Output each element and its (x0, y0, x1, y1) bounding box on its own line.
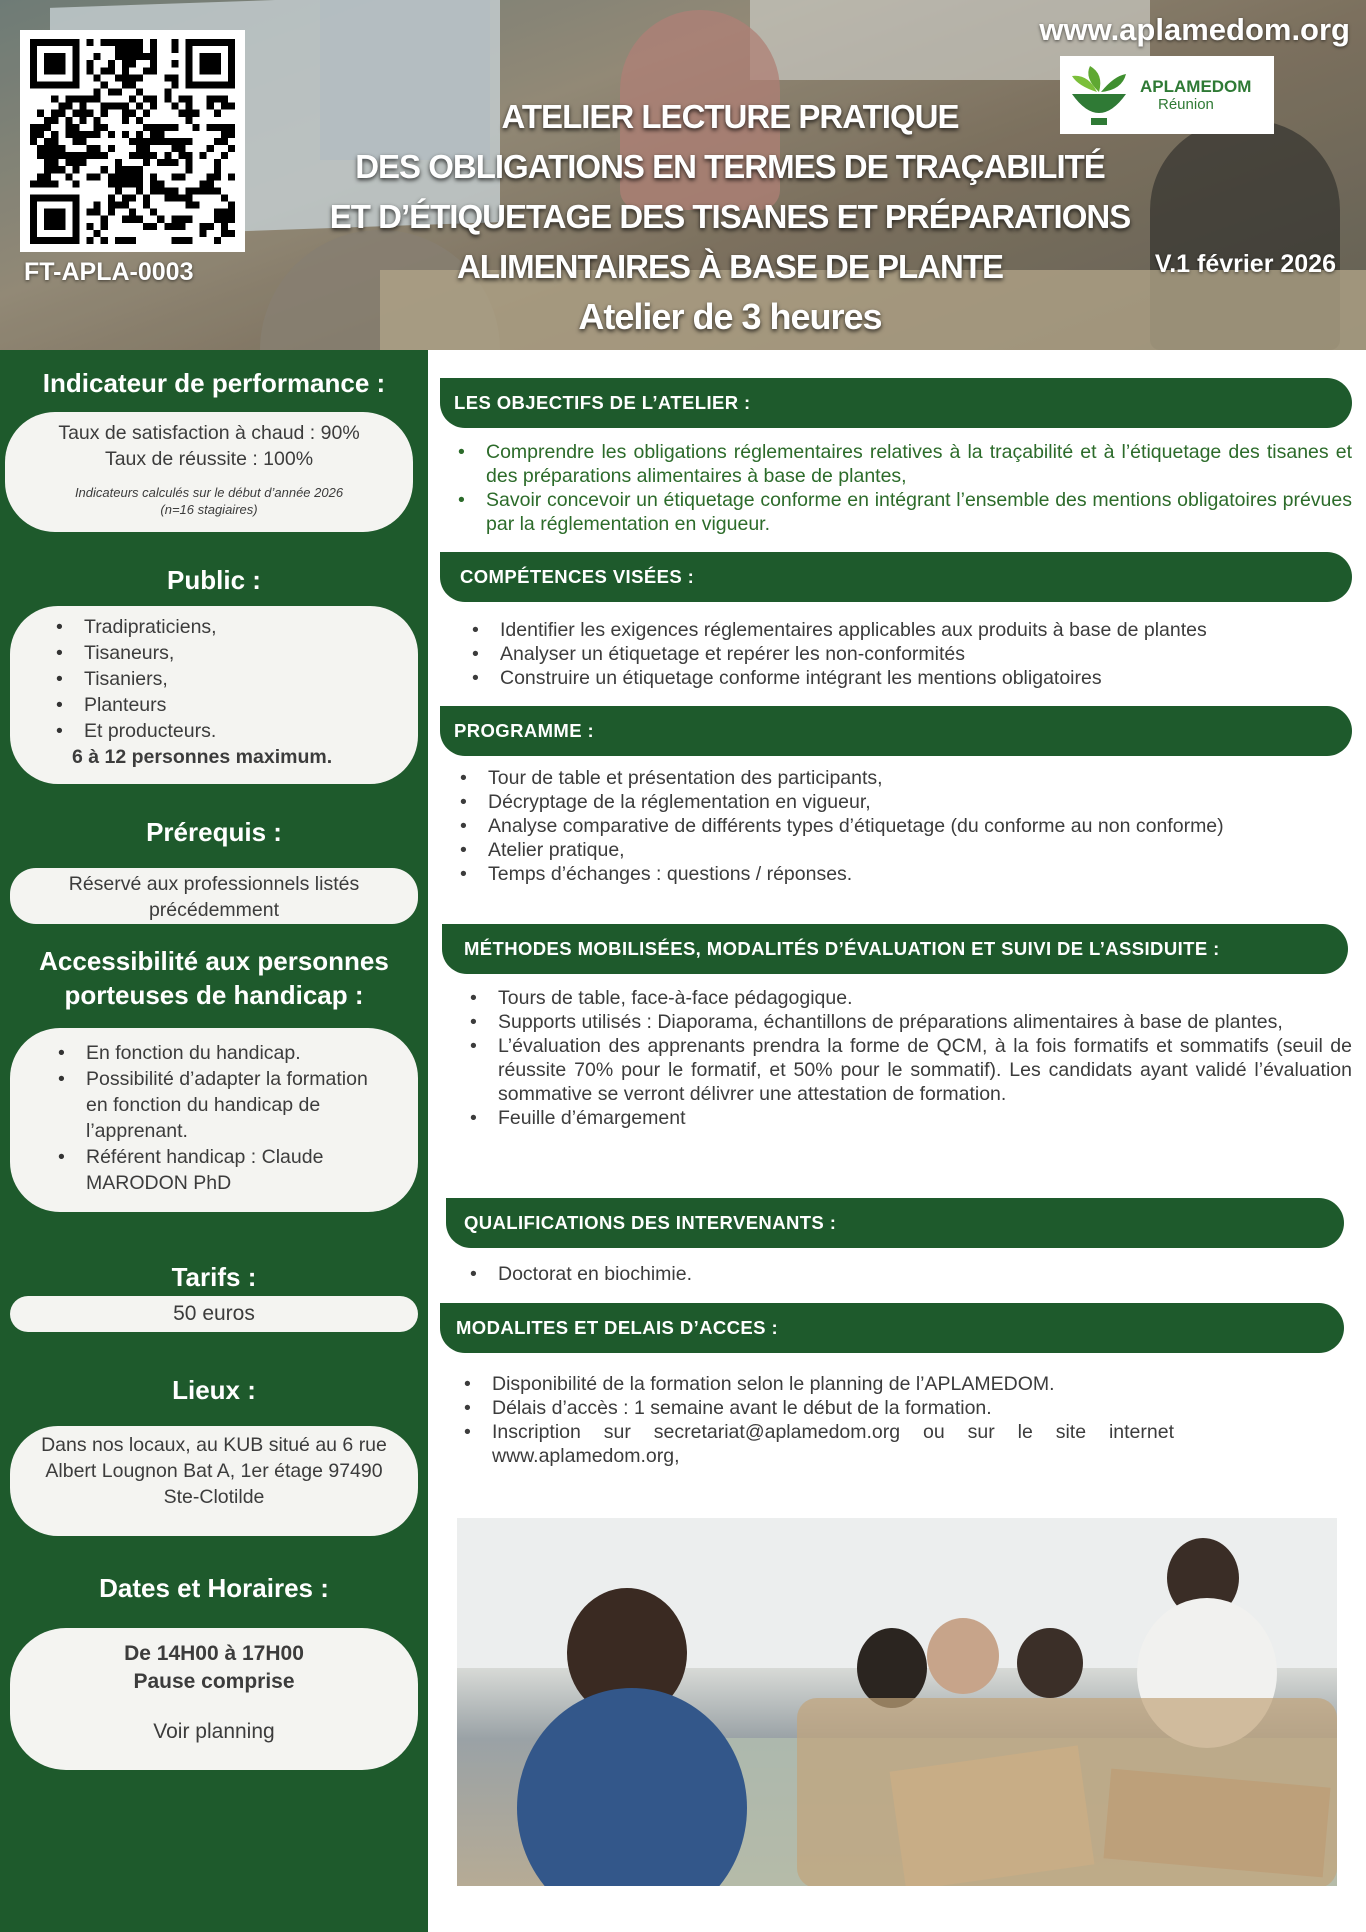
program-heading: PROGRAMME : (440, 706, 1352, 756)
qr-code-icon (30, 39, 235, 244)
skills-list (462, 618, 1352, 690)
list-item: • Feuille d’émargement (460, 1106, 1352, 1130)
schedule-link[interactable]: Voir planning (153, 1720, 275, 1743)
list-item: • Délais d’accès : 1 semaine avant le début de la formation. (454, 1396, 1174, 1420)
success-rate: Taux de réussite : 100% (104, 448, 314, 470)
list-item: • Tradipraticiens, (84, 614, 418, 640)
list-item: • Décryptage de la réglementation en vigueur, (450, 790, 1348, 814)
list-item: • Planteurs (84, 692, 418, 718)
workshop-title (250, 92, 1210, 342)
max-participants: 6 à 12 personnes maximum. (72, 746, 333, 768)
location-card (10, 1426, 418, 1536)
list-item: • Identifier les exigences réglementaires applicables aux produits à base de plantes (462, 618, 1352, 642)
location-heading: Lieux : (172, 1375, 256, 1405)
methods-list (460, 986, 1352, 1130)
public-heading: Public : (167, 565, 261, 595)
workshop-duration: Atelier de 3 heures (578, 296, 882, 337)
list-item: • Tour de table et présentation des participants, (450, 766, 1348, 790)
objectives-list (448, 440, 1352, 536)
location-address: Dans nos locaux, au KUB situé au 6 rue Albert Lougnon Bat A, 1er étage 97490 Ste-Clotilde (41, 1434, 387, 1508)
list-item: • Savoir concevoir un étiquetage conforme en intégrant l’ensemble des mentions obligatoires prévues par la réglementation en vigueur. (448, 488, 1352, 536)
public-list (10, 606, 418, 744)
price-value: 50 euros (173, 1302, 255, 1325)
accessibility-list (10, 1028, 418, 1196)
prerequisites-card (10, 868, 418, 924)
accessibility-card (10, 1028, 418, 1212)
document-code: FT-APLA-0003 (24, 258, 194, 286)
schedule-card (10, 1628, 418, 1770)
list-item: • Inscription sur secretariat@aplamedom.org ou sur le site internet www.aplamedom.org, (454, 1420, 1174, 1468)
title-line: ALIMENTAIRES À BASE DE PLANTE (456, 248, 1004, 285)
list-item: • Disponibilité de la formation selon le planning de l’APLAMEDOM. (454, 1372, 1174, 1396)
schedule-hours: De 14H00 à 17H00 (124, 1642, 304, 1665)
title-line: ET D’ÉTIQUETAGE DES TISANES ET PRÉPARATIONS (329, 198, 1131, 235)
website-link[interactable]: www.aplamedom.org (1039, 12, 1350, 47)
title-line: DES OBLIGATIONS EN TERMES DE TRAÇABILITÉ (355, 148, 1105, 185)
accessibility-heading-line: porteuses de handicap : (64, 980, 364, 1010)
document-version: V.1 février 2026 (1154, 250, 1336, 278)
list-item: • Tours de table, face-à-face pédagogique. (460, 986, 1352, 1010)
prerequisites-text: Réservé aux professionnels listés précédemment (68, 873, 360, 921)
qualifications-heading: QUALIFICATIONS DES INTERVENANTS : (446, 1198, 1344, 1248)
prerequisites-heading: Prérequis : (146, 817, 282, 847)
schedule-heading: Dates et Horaires : (99, 1573, 329, 1603)
list-item: • Temps d’échanges : questions / réponses. (450, 862, 1348, 886)
logo-region: Réunion (1158, 96, 1214, 114)
accessibility-heading (0, 944, 428, 1012)
methods-heading: MÉTHODES MOBILISÉES, MODALITÉS D’ÉVALUATION ET SUIVI DE L’ASSIDUITE : (442, 924, 1348, 974)
skills-heading: COMPÉTENCES VISÉES : (440, 552, 1352, 602)
list-item: • En fonction du handicap. (86, 1040, 392, 1066)
public-card (10, 606, 418, 784)
performance-card (5, 412, 413, 532)
access-list (454, 1372, 1174, 1468)
accessibility-heading-line: Accessibilité aux personnes (39, 946, 389, 976)
list-item: • Analyser un étiquetage et repérer les non-conformités (462, 642, 1352, 666)
qr-code[interactable] (20, 30, 245, 252)
schedule-pause: Pause comprise (133, 1670, 295, 1693)
pricing-heading: Tarifs : (171, 1262, 257, 1292)
logo-name: APLAMEDOM (1140, 76, 1252, 96)
qualifications-list (460, 1262, 1350, 1286)
list-item: • Comprendre les obligations réglementaires relatives à la traçabilité et à l’étiquetage des tisanes et des préparations alimentaires à base de plantes, (448, 440, 1352, 488)
performance-note: Indicateurs calculés sur le début d’année 2026 (74, 485, 344, 500)
program-list (450, 766, 1348, 886)
list-item: • Analyse comparative de différents types d’étiquetage (du conforme au non conforme) (450, 814, 1348, 838)
performance-sample: (n=16 stagiaires) (160, 502, 258, 517)
list-item: • Possibilité d’adapter la formation en fonction du handicap de l’apprenant. (86, 1066, 392, 1144)
workshop-photo (457, 1518, 1337, 1886)
list-item: • Supports utilisés : Diaporama, échantillons de préparations alimentaires à base de plantes, (460, 1010, 1352, 1034)
title-line: ATELIER LECTURE PRATIQUE (501, 98, 959, 135)
list-item: • Référent handicap : Claude MARODON PhD (86, 1144, 392, 1196)
list-item: • Construire un étiquetage conforme intégrant les mentions obligatoires (462, 666, 1352, 690)
access-heading: MODALITES ET DELAIS D’ACCES : (440, 1303, 1344, 1353)
list-item: • Et producteurs. (84, 718, 418, 744)
satisfaction-rate: Taux de satisfaction à chaud : 90% (58, 422, 360, 444)
list-item: • Tisaniers, (84, 666, 418, 692)
list-item: • Doctorat en biochimie. (460, 1262, 1350, 1286)
objectives-heading: LES OBJECTIFS DE L’ATELIER : (440, 378, 1352, 428)
performance-heading: Indicateur de performance : (42, 368, 386, 398)
list-item: • L’évaluation des apprenants prendra la forme de QCM, à la fois formatifs et sommatifs (seuil de réussite 70% pour le formatif, et 50% pour le sommatif). Les candidats ayant validé l’évaluation sommative se verront délivrer une attestation de formation. (460, 1034, 1352, 1106)
list-item: • Tisaneurs, (84, 640, 418, 666)
header-banner (0, 0, 1366, 350)
pricing-card (10, 1296, 418, 1332)
list-item: • Atelier pratique, (450, 838, 1348, 862)
